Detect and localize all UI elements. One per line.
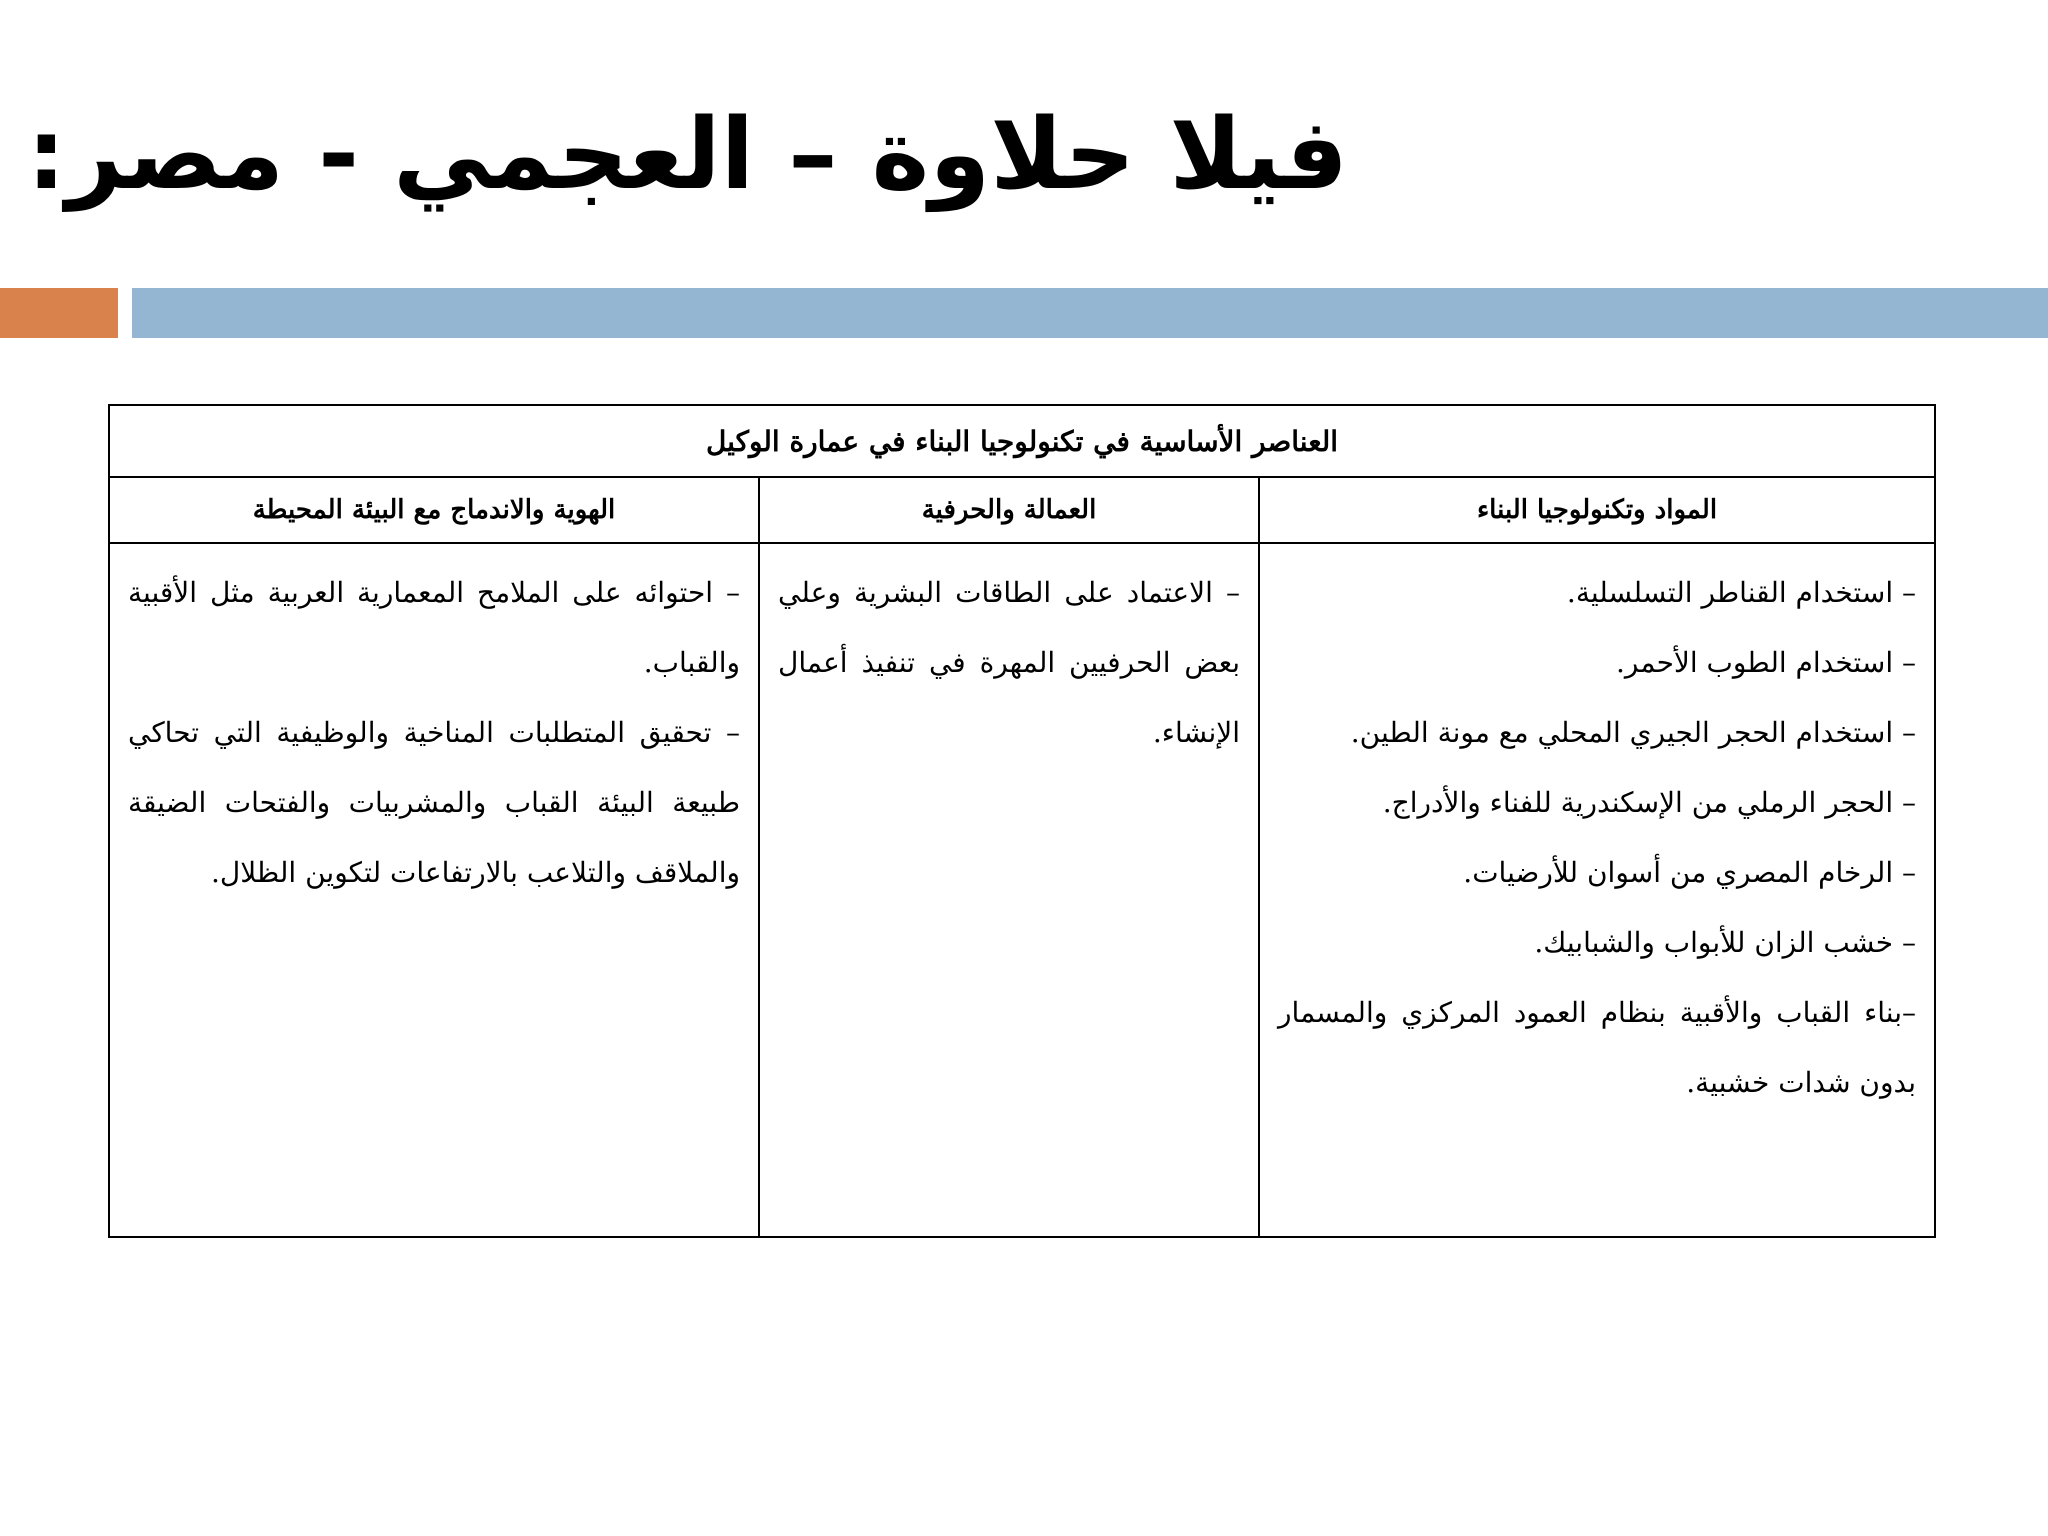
list-item: – خشب الزان للأبواب والشبابيك.: [1534, 926, 1917, 959]
slide-title: فيلا حلاوة – العجمي - مصر:: [26, 98, 1348, 212]
list-item: – استخدام الحجر الجيري المحلي مع مونة الطين.: [1350, 716, 1917, 749]
accent-bar-blue: [132, 288, 2048, 338]
identity-cell: [109, 543, 759, 1237]
content-table-wrapper: [108, 404, 1934, 1238]
table-content-row: [109, 543, 1935, 1237]
materials-cell: [1259, 543, 1935, 1237]
list-item: – استخدام الطوب الأحمر.: [1616, 646, 1917, 679]
column-header-identity: الهوية والاندماج مع البيئة المحيطة: [109, 477, 759, 543]
list-item: – استخدام القناطر التسلسلية.: [1566, 576, 1917, 609]
list-item: – الحجر الرملي من الإسكندرية للفناء والأدراج.: [1382, 786, 1917, 819]
table-header-row: [109, 477, 1935, 543]
list-item: – الاعتماد على الطاقات البشرية وعلي بعض الحرفيين المهرة في تنفيذ أعمال الإنشاء.: [778, 576, 1241, 749]
list-item: – تحقيق المتطلبات المناخية والوظيفية التي تحاكي طبيعة البيئة القباب والمشربيات والفتحات الضيقة والملاقف والتلاعب بالارتفاعات لتكوين الظلال.: [128, 716, 741, 889]
accent-bar-orange: [0, 288, 118, 338]
list-item: – احتوائه على الملامح المعمارية العربية مثل الأقبية والقباب.: [128, 576, 741, 679]
building-elements-table: [108, 404, 1936, 1238]
labor-cell: [759, 543, 1259, 1237]
table-caption-row: [109, 405, 1935, 477]
list-item: – الرخام المصري من أسوان للأرضيات.: [1463, 856, 1917, 889]
column-header-materials: المواد وتكنولوجيا البناء: [1259, 477, 1935, 543]
table-caption: العناصر الأساسية في تكنولوجيا البناء في عمارة الوكيل: [109, 405, 1935, 477]
column-header-labor: العمالة والحرفية: [759, 477, 1259, 543]
list-item: –بناء القباب والأقبية بنظام العمود المركزي والمسمار بدون شدات خشبية.: [1278, 996, 1917, 1099]
